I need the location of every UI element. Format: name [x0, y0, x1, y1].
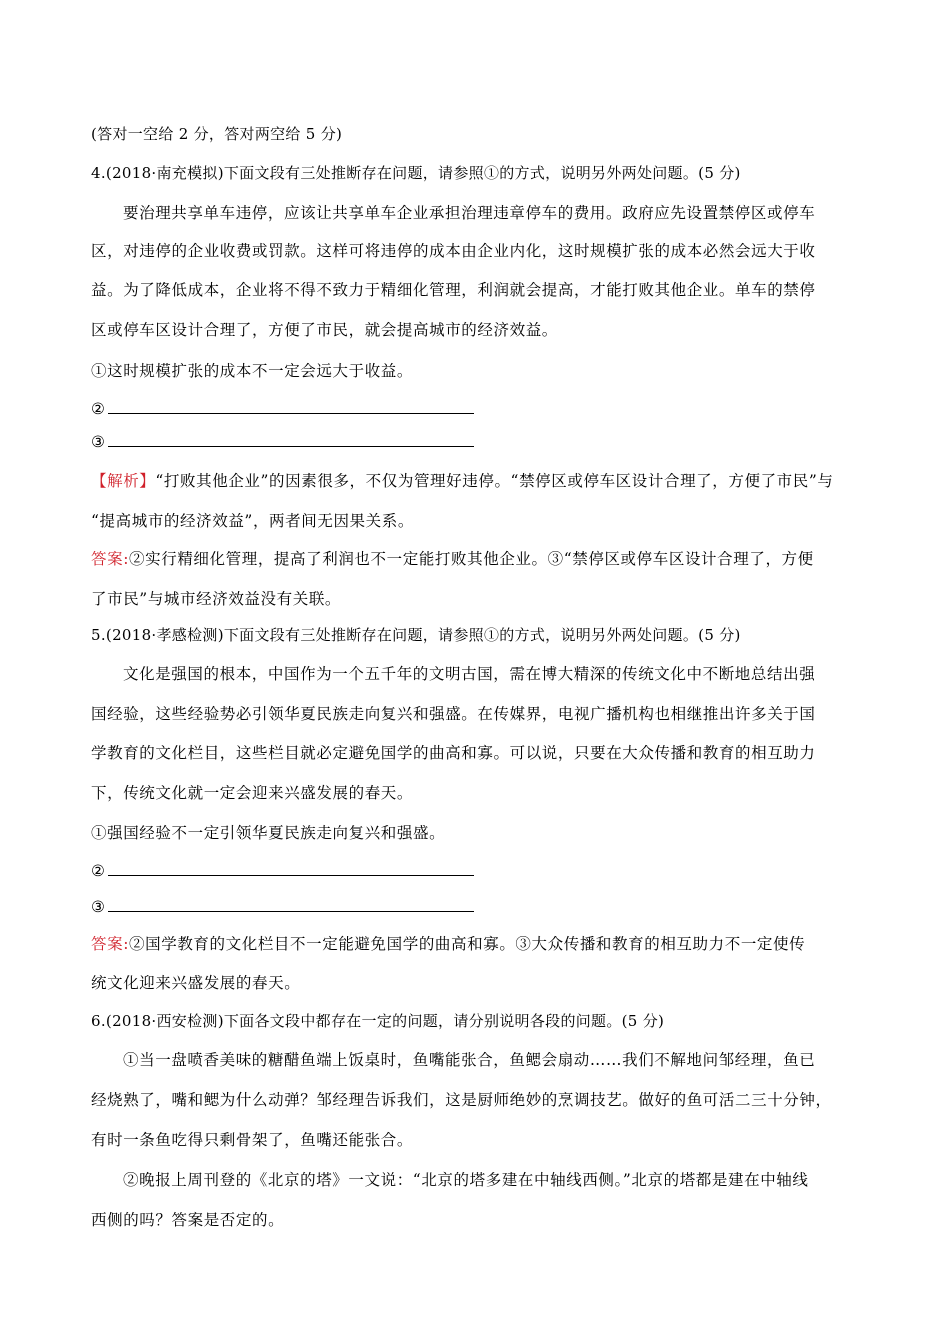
q6-para1-line: 经烧熟了，嘴和鳃为什么动弹？邹经理告诉我们，这是厨师绝妙的烹调技艺。做好的鱼可活二三十分钟，	[91, 1091, 832, 1109]
q5-item3	[91, 897, 474, 917]
q5-item3-number: ③	[91, 898, 106, 916]
q4-analysis-line: “提高城市的经济效益”，两者间无因果关系。	[91, 512, 414, 530]
q4-answer-line: 了市民”与城市经济效益没有关联。	[91, 590, 342, 608]
q6-para1-line: 有时一条鱼吃得只剩骨架了，鱼嘴还能张合。	[91, 1131, 414, 1149]
q5-passage-line: 国经验，这些经验势必引领华夏民族走向复兴和强盛。在传媒界，电视广播机构也相继推出许多关于国	[91, 705, 816, 723]
q4-item3-number: ③	[91, 433, 106, 451]
q4-item2-number: ②	[91, 400, 106, 418]
q4-question: 4.(2018·南充模拟)下面文段有三处推断存在问题，请参照①的方式，说明另外两处问题。(5 分)	[91, 164, 741, 182]
q5-passage-line: 文化是强国的根本，中国作为一个五千年的文明古国，需在博大精深的传统文化中不断地总结出强	[123, 665, 816, 683]
q4-passage-line: 区，对违停的企业收费或罚款。这样可将违停的成本由企业内化，这时规模扩张的成本必然会远大于收	[91, 242, 816, 260]
q5-passage-line: 下，传统文化就一定会迎来兴盛发展的春天。	[91, 784, 414, 802]
q6-question: 6.(2018·西安检测)下面各文段中都存在一定的问题，请分别说明各段的问题。(5 分)	[91, 1012, 665, 1030]
q5-question: 5.(2018·孝感检测)下面文段有三处推断存在问题，请参照①的方式，说明另外两处问题。(5 分)	[91, 626, 741, 644]
q6-para1-line: ①当一盘喷香美味的糖醋鱼端上饭桌时，鱼嘴能张合，鱼鳃会扇动……我们不解地问邹经理，鱼已	[123, 1051, 816, 1069]
q4-answer-line	[91, 549, 814, 569]
q5-item3-blank[interactable]	[108, 897, 474, 912]
q5-item2	[91, 861, 474, 881]
q4-passage-line: 益。为了降低成本，企业将不得不致力于精细化管理，利润就会提高，才能打败其他企业。单车的禁停	[91, 281, 816, 299]
q4-item2	[91, 399, 474, 419]
q4-item3-blank[interactable]	[108, 432, 474, 447]
q5-answer-line	[91, 934, 805, 954]
q5-item2-blank[interactable]	[108, 861, 474, 876]
q4-item3	[91, 432, 474, 452]
q6-para2-line: 西侧的吗？答案是否定的。	[91, 1211, 285, 1229]
q4-item2-blank[interactable]	[108, 399, 474, 414]
q4-passage-line: 区或停车区设计合理了，方便了市民，就会提高城市的经济效益。	[91, 321, 558, 339]
top-note: (答对一空给 2 分，答对两空给 5 分)	[91, 125, 343, 143]
q4-answer-text: ②实行精细化管理，提高了利润也不一定能打败其他企业。③“禁停区或停车区设计合理了，方便	[129, 550, 814, 568]
q4-item1: ①这时规模扩张的成本不一定会远大于收益。	[91, 362, 414, 380]
q5-passage-line: 学教育的文化栏目，这些栏目就必定避免国学的曲高和寡。可以说，只要在大众传播和教育的相互助力	[91, 744, 816, 762]
q5-answer-label: 答案:	[91, 935, 130, 953]
q4-analysis-text: “打败其他企业”的因素很多，不仅为管理好违停。“禁停区或停车区设计合理了，方便了市民”与	[155, 472, 834, 490]
q6-para2-line: ②晚报上周刊登的《北京的塔》一文说：“北京的塔多建在中轴线西侧。”北京的塔都是建在中轴线	[123, 1171, 809, 1189]
q5-answer-text: ②国学教育的文化栏目不一定能避免国学的曲高和寡。③大众传播和教育的相互助力不一定使传	[129, 935, 806, 953]
q4-answer-label: 答案:	[91, 550, 130, 568]
q5-item1: ①强国经验不一定引领华夏民族走向复兴和强盛。	[91, 824, 446, 842]
q4-passage-line: 要治理共享单车违停，应该让共享单车企业承担治理违章停车的费用。政府应先设置禁停区或停车	[123, 204, 816, 222]
q5-item2-number: ②	[91, 862, 106, 880]
q4-analysis-line	[91, 471, 834, 491]
q5-answer-line: 统文化迎来兴盛发展的春天。	[91, 974, 301, 992]
q4-analysis-label: 【解析】	[91, 472, 156, 490]
